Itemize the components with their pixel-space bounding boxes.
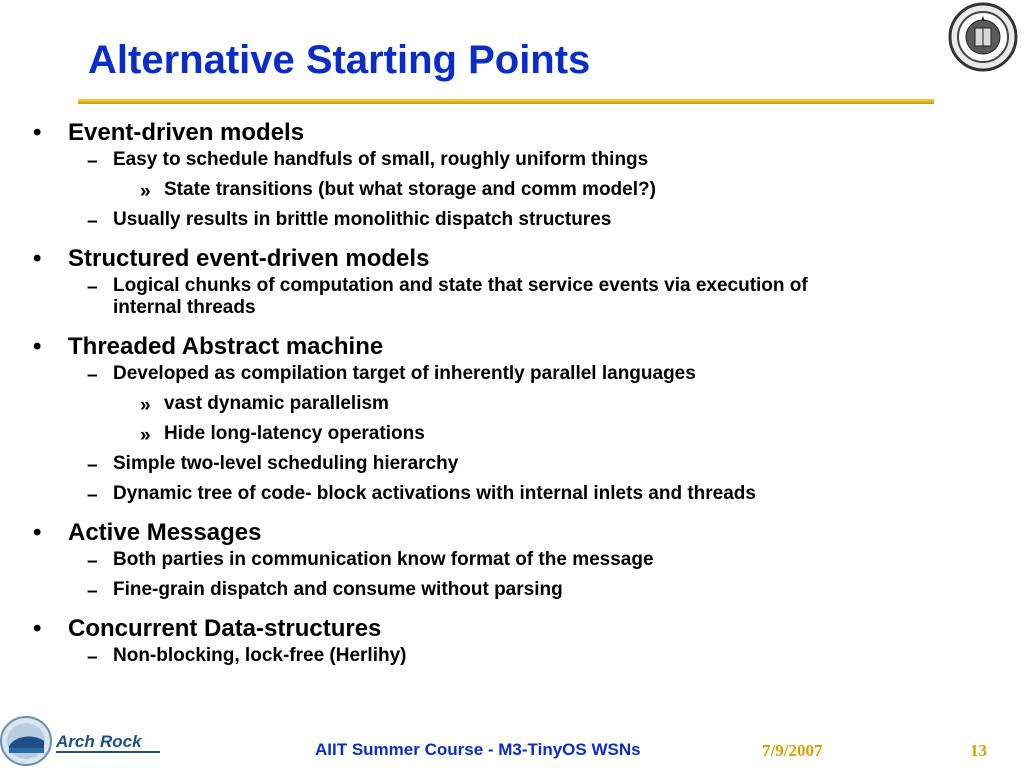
level3-marker: » — [140, 181, 151, 202]
bullet-text: Threaded Abstract machine — [68, 333, 384, 360]
sub-bullet-text: Simple two-level scheduling hierarchy — [113, 453, 459, 474]
sub-sub-bullet-text: State transitions (but what storage and comm model?) — [164, 179, 656, 200]
level2-marker: – — [87, 365, 98, 386]
level2-marker: – — [87, 581, 98, 602]
level2-marker: – — [87, 485, 98, 506]
level2-marker: – — [87, 455, 98, 476]
bullet-text: Event-driven models — [68, 119, 305, 146]
level2-marker: – — [87, 647, 98, 668]
level1-marker: • — [33, 615, 42, 642]
level2-marker: – — [87, 277, 98, 298]
level2-marker: – — [87, 151, 98, 172]
level1-marker: • — [33, 119, 42, 146]
level3-marker: » — [140, 425, 151, 446]
level1-marker: • — [33, 519, 42, 546]
logo-text-rock: Rock — [100, 732, 142, 751]
sub-bullet-text: Non-blocking, lock-free (Herlihy) — [113, 645, 407, 666]
footer-date: 7/9/2007 — [762, 741, 823, 760]
sub-bullet-text: Developed as compilation target of inherently parallel languages — [113, 363, 696, 384]
level1-marker: • — [33, 333, 42, 360]
sub-bullet-text: Easy to schedule handfuls of small, roughly uniform things — [113, 149, 649, 170]
sub-bullet-text: Fine-grain dispatch and consume without parsing — [113, 579, 563, 600]
bullet-text: Active Messages — [68, 519, 262, 546]
logo-text-arch: Arch — [56, 732, 95, 751]
sub-bullet-text: Dynamic tree of code- block activations with internal inlets and threads — [113, 483, 756, 504]
bullet-text: Structured event-driven models — [68, 245, 430, 272]
level1-marker: • — [33, 245, 42, 272]
archrock-logo — [0, 712, 170, 768]
sub-bullet-text: internal threads — [113, 297, 256, 318]
level2-marker: – — [87, 551, 98, 572]
sub-sub-bullet-text: Hide long-latency operations — [164, 423, 425, 444]
footer-course-title: AIIT Summer Course - M3-TinyOS WSNs — [315, 740, 641, 759]
slide-title: Alternative Starting Points — [88, 38, 591, 82]
sub-sub-bullet-text: vast dynamic parallelism — [164, 393, 389, 414]
level2-marker: – — [87, 211, 98, 232]
sub-bullet-text: Usually results in brittle monolithic dispatch structures — [113, 209, 612, 230]
level3-marker: » — [140, 395, 151, 416]
bullet-text: Concurrent Data-structures — [68, 615, 382, 642]
footer-page-number: 13 — [970, 741, 987, 760]
sub-bullet-text: Both parties in communication know format of the message — [113, 549, 654, 570]
sub-bullet-text: Logical chunks of computation and state that service events via execution of — [113, 275, 808, 296]
